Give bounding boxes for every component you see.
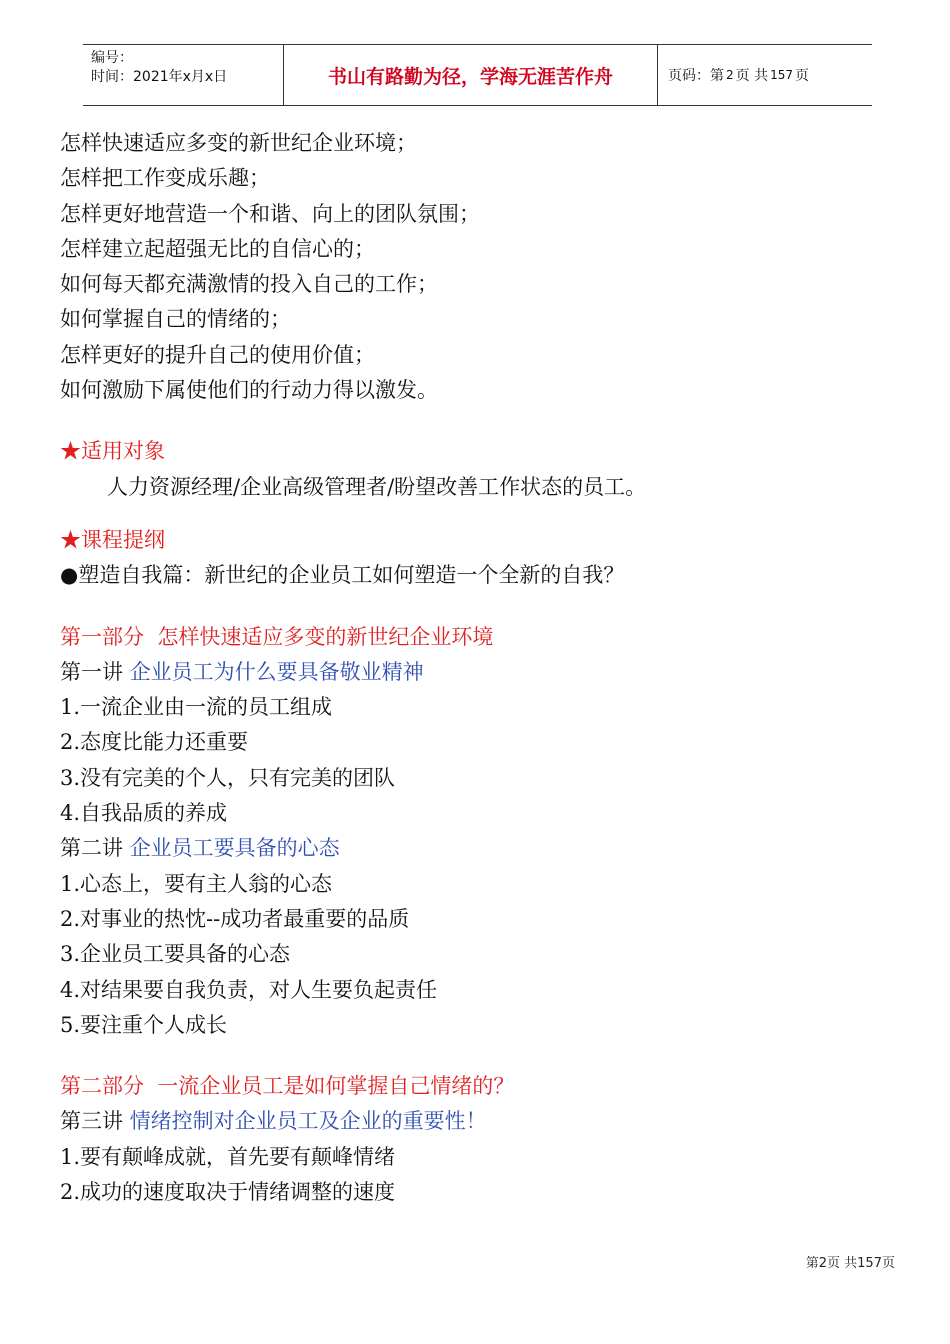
page-header [83, 44, 872, 106]
list-item: 1.一流企业由一流的员工组成 [60, 695, 333, 720]
intro-list [60, 126, 900, 408]
lecture1-heading [60, 655, 900, 690]
footer-prefix: 第 [805, 1256, 819, 1271]
list-item: 3.没有完美的个人，只有完美的团队 [60, 765, 396, 790]
document-number-label: 编号： [91, 50, 133, 66]
footer-suffix: 页 [881, 1256, 895, 1271]
audience-heading-text: 适用对象 [81, 439, 165, 464]
list-item: 2.对事业的热忱--成功者最重要的品质 [60, 906, 410, 931]
lecture1-title: 企业员工为什么要具备敬业精神 [129, 659, 424, 684]
lecture2-title: 企业员工要具备的心态 [129, 836, 340, 861]
audience-heading [60, 434, 900, 469]
list-item: 4.自我品质的养成 [60, 801, 228, 826]
page-footer [806, 1252, 895, 1271]
intro-line: 如何每天都充满激情的投入自己的工作； [60, 272, 438, 297]
footer-page-total: 157 [857, 1256, 882, 1271]
intro-line: 怎样快速适应多变的新世纪企业环境； [60, 131, 417, 155]
part2-title: 第二部分 一流企业员工是如何掌握自己情绪的？ [60, 1074, 515, 1099]
lecture2-label: 第二讲 [60, 836, 123, 861]
outline-topic-text: 塑造自我篇：新世纪的企业员工如何塑造一个全新的自我？ [78, 563, 625, 588]
intro-line: 怎样更好地营造一个和谐、向上的团队氛围； [60, 201, 480, 226]
header-page-total: 157 [770, 68, 793, 82]
outline-topic [60, 558, 900, 593]
header-page-mid: 页 共 [735, 68, 769, 84]
document-time-label: 时间：2021年x月x日 [91, 69, 228, 85]
audience-text: 人力资源经理/企业高级管理者/盼望改善工作状态的员工。 [107, 474, 647, 499]
lecture3-title: 情绪控制对企业员工及企业的重要性！ [129, 1109, 487, 1134]
header-page-prefix: 页码：第 [668, 68, 724, 84]
intro-line: 怎样更好的提升自己的使用价值； [60, 342, 375, 367]
footer-page-number: 2 [818, 1256, 828, 1271]
part1-title: 第一部分 怎样快速适应多变的新世纪企业环境 [60, 624, 494, 649]
intro-line: 如何掌握自己的情绪的； [60, 307, 291, 332]
list-item: 5.要注重个人成长 [60, 1012, 228, 1037]
header-page-number: 2 [726, 68, 734, 82]
lecture1-label: 第一讲 [60, 659, 123, 684]
list-item: 4.对结果要自我负责，对人生要负起责任 [60, 977, 438, 1002]
list-item: 2.成功的速度取决于情绪调整的速度 [60, 1180, 396, 1205]
header-motto: 书山有路勤为径，学海无涯苦作舟 [284, 45, 658, 105]
list-item: 1.心态上，要有主人翁的心态 [60, 871, 333, 896]
intro-line: 怎样把工作变成乐趣； [60, 166, 270, 191]
footer-mid: 页 共 [827, 1256, 858, 1271]
header-page-info [658, 45, 872, 105]
intro-line: 如何激励下属使他们的行动力得以激发。 [60, 378, 438, 403]
list-item: 1.要有颠峰成就，首先要有颠峰情绪 [60, 1144, 396, 1169]
outline-heading [60, 523, 900, 558]
lecture3-heading [60, 1104, 900, 1139]
header-page-suffix: 页 [795, 68, 809, 84]
list-item: 3.企业员工要具备的心态 [60, 942, 291, 967]
document-body [60, 126, 900, 1210]
list-item: 2.态度比能力还重要 [60, 730, 249, 755]
lecture2-heading [60, 831, 900, 866]
intro-line: 怎样建立起超强无比的自信心的； [60, 236, 375, 261]
star-icon: ★ [60, 439, 81, 464]
bullet-icon: ● [60, 563, 79, 588]
star-icon: ★ [60, 527, 81, 552]
header-meta-cell [83, 45, 284, 105]
outline-heading-text: 课程提纲 [81, 527, 165, 552]
lecture3-label: 第三讲 [60, 1109, 123, 1134]
